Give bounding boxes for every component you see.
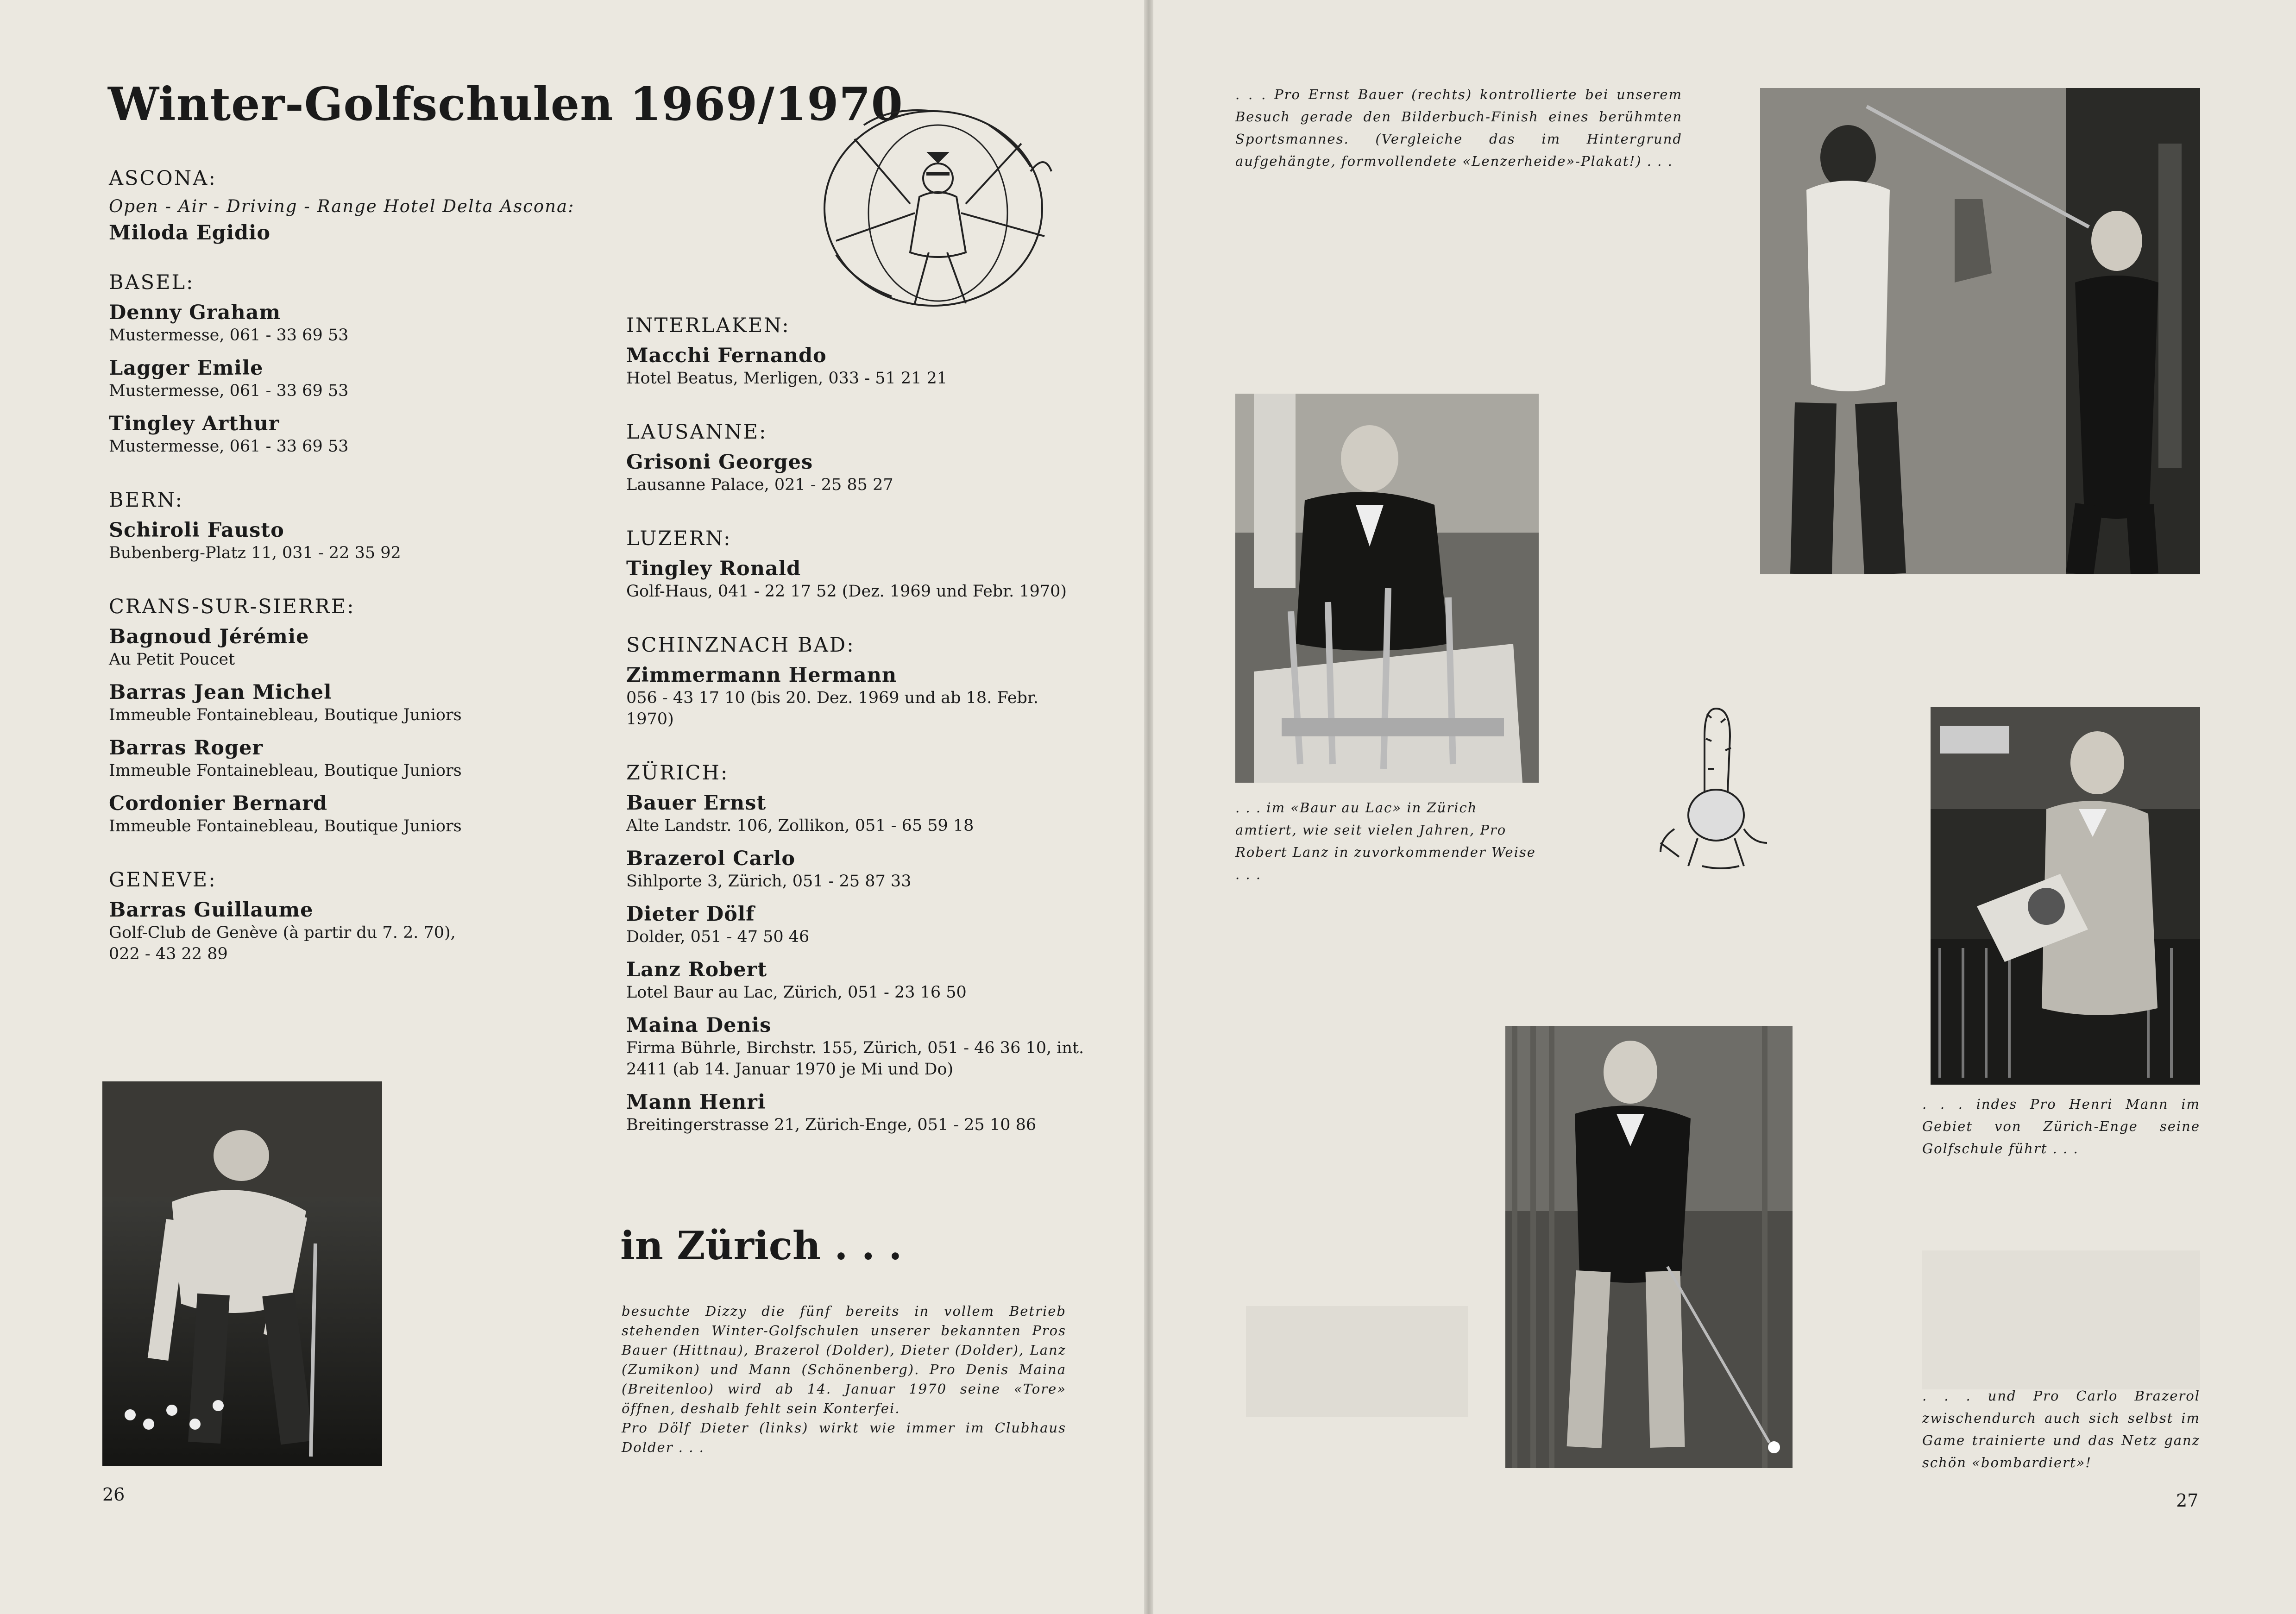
caption-henri-mann: . . . indes Pro Henri Mann im Gebiet von Zürich-Enge seine Golfschule führt . . . <box>1922 1096 2200 1156</box>
city-heading: BASEL: <box>109 271 195 294</box>
pro-address: Dolder, 051 - 47 50 46 <box>626 928 810 946</box>
pro-name: Cordonier Bernard <box>109 792 328 815</box>
city-heading: GENEVE: <box>109 868 217 892</box>
city-heading: LUZERN: <box>626 527 732 550</box>
pro-address: 022 - 43 22 89 <box>109 945 228 963</box>
faint-print-through-box <box>1246 1306 1468 1417</box>
pro-name: Barras Roger <box>109 736 264 760</box>
zurich-intro-dieter: Pro Dölf Dieter (links) wirkt wie immer im Clubhaus Dolder . . . <box>622 1420 1066 1455</box>
spacer <box>626 1146 1089 1167</box>
pro-address: Mustermesse, 061 - 33 69 53 <box>109 326 349 345</box>
photo-pro-dieter-putting <box>102 1081 382 1466</box>
spacer <box>109 467 609 489</box>
faint-print-through-box-right <box>1922 1250 2200 1389</box>
pro-address: Mustermesse, 061 - 33 69 53 <box>109 382 349 400</box>
pro-name: Maina Denis <box>626 1014 772 1037</box>
zurich-heading: in Zürich . . . <box>620 1223 902 1269</box>
city-heading: SCHINZNACH BAD: <box>626 634 855 657</box>
pro-address: Immeuble Fontainebleau, Boutique Juniors <box>109 817 462 835</box>
city-heading: LAUSANNE: <box>626 421 767 444</box>
spacer <box>109 250 609 271</box>
page-number-right: 27 <box>2176 1490 2199 1511</box>
spacer <box>109 574 609 595</box>
spacer <box>626 612 1089 634</box>
pro-name: Miloda Egidio <box>109 221 271 245</box>
spacer <box>109 975 609 996</box>
pro-name: Mann Henri <box>626 1091 766 1114</box>
page-gutter <box>1144 0 1153 1614</box>
pro-address: Mustermesse, 061 - 33 69 53 <box>109 437 349 456</box>
caption-ernst-bauer: . . . Pro Ernst Bauer (rechts) kontrollierte bei unserem Besuch gerade den Bilderbuch-Finish eines berühmten Sportsmannes. (Vergleiche das im Hintergrund aufgehängte, formvollendete «Lenzerheide»-Plakat!) . . . <box>1235 87 1682 169</box>
golfer-sketch-illustration <box>808 97 1068 315</box>
zurich-intro-text <box>622 1301 1066 1457</box>
photo-robert-lanz <box>1235 394 1539 783</box>
spacer <box>626 740 1089 761</box>
pro-name: Tingley Arthur <box>109 412 280 435</box>
city-heading: ZÜRICH: <box>626 761 729 785</box>
directory-column-left <box>109 167 609 996</box>
pro-address: Alte Landstr. 106, Zollikon, 051 - 65 59 18 <box>626 816 974 835</box>
cactus-golfer-illustration <box>1647 699 1776 875</box>
city-heading: CRANS-SUR-SIERRE: <box>109 595 355 618</box>
pro-name: Barras Guillaume <box>109 898 314 922</box>
pro-address: Bubenberg-Platz 11, 031 - 22 35 92 <box>109 544 401 562</box>
city-heading: ASCONA: <box>109 167 217 190</box>
photo-henri-mann <box>1931 707 2200 1085</box>
pro-address: Immeuble Fontainebleau, Boutique Juniors <box>109 761 462 780</box>
pro-name: Brazerol Carlo <box>626 847 796 870</box>
photo-ernst-bauer-swing <box>1760 88 2200 574</box>
pro-address: Golf-Haus, 041 - 22 17 52 (Dez. 1969 und Febr. 1970) <box>626 582 1067 601</box>
city-heading: INTERLAKEN: <box>626 314 790 337</box>
pro-name: Tingley Ronald <box>626 557 801 580</box>
pro-name: Bauer Ernst <box>626 791 767 815</box>
pro-address: 056 - 43 17 10 (bis 20. Dez. 1969 und ab 18. Febr. 1970) <box>626 689 1038 728</box>
pro-address: Immeuble Fontainebleau, Boutique Juniors <box>109 706 462 724</box>
pro-name: Lanz Robert <box>626 958 767 981</box>
pro-address: Sihlporte 3, Zürich, 051 - 25 87 33 <box>626 872 912 891</box>
pro-name: Denny Graham <box>109 301 281 324</box>
directory-column-right <box>626 314 1089 1167</box>
pro-address: Lotel Baur au Lac, Zürich, 051 - 23 16 50 <box>626 983 967 1002</box>
pro-address: Breitingerstrasse 21, Zürich-Enge, 051 - 25 10 86 <box>626 1116 1037 1134</box>
page-number-left: 26 <box>102 1484 125 1505</box>
photo-dieter-dolf-putting <box>1505 1026 1793 1468</box>
pro-address: Golf-Club de Genève (à partir du 7. 2. 70), <box>109 923 456 942</box>
pro-name: Dieter Dölf <box>626 903 755 926</box>
pro-name: Bagnoud Jérémie <box>109 625 309 648</box>
spacer <box>626 506 1089 527</box>
caption-robert-lanz: . . . im «Baur au Lac» in Zürich amtiert, wie seit vielen Jahren, Pro Robert Lanz in zuvorkommender Weise . . . <box>1235 800 1536 882</box>
pro-name: Lagger Emile <box>109 357 264 380</box>
pro-address: Hotel Beatus, Merligen, 033 - 51 21 21 <box>626 369 948 388</box>
pro-name: Macchi Fernando <box>626 344 827 367</box>
city-subheading: Open - Air - Driving - Range Hotel Delta Ascona: <box>109 196 575 216</box>
pro-name: Barras Jean Michel <box>109 681 332 704</box>
pro-address: Au Petit Poucet <box>109 650 235 669</box>
spacer <box>626 399 1089 421</box>
zurich-intro-body: besuchte Dizzy die fünf bereits in vollem Betrieb stehenden Winter-Golfschulen unserer bekannten Pros Bauer (Hittnau), Brazerol (Dolder), Dieter (Dolder), Lanz (Zumikon) und Mann (Schönenberg). Pro Denis Maina (Breitenloo) wird ab 14. Januar 1970 seine «Tore» öffnen, deshalb fehlt sein Konterfei. <box>622 1303 1066 1416</box>
pro-address: Firma Bührle, Birchstr. 155, Zürich, 051 - 46 36 10, int. 2411 (ab 14. Januar 1970 je Mi und Do) <box>626 1039 1084 1079</box>
page-title: Winter-Golfschulen 1969/1970 <box>108 78 903 131</box>
city-heading: BERN: <box>109 489 183 512</box>
pro-address: Lausanne Palace, 021 - 25 85 27 <box>626 476 893 494</box>
caption-carlo-brazerol: . . . und Pro Carlo Brazerol zwischendurch auch sich selbst im Game trainierte und das Netz ganz schön «bombardiert»! <box>1922 1388 2200 1470</box>
pro-name: Grisoni Georges <box>626 451 813 474</box>
spacer <box>109 847 609 868</box>
pro-name: Zimmermann Hermann <box>626 664 897 687</box>
pro-name: Schiroli Fausto <box>109 519 284 542</box>
